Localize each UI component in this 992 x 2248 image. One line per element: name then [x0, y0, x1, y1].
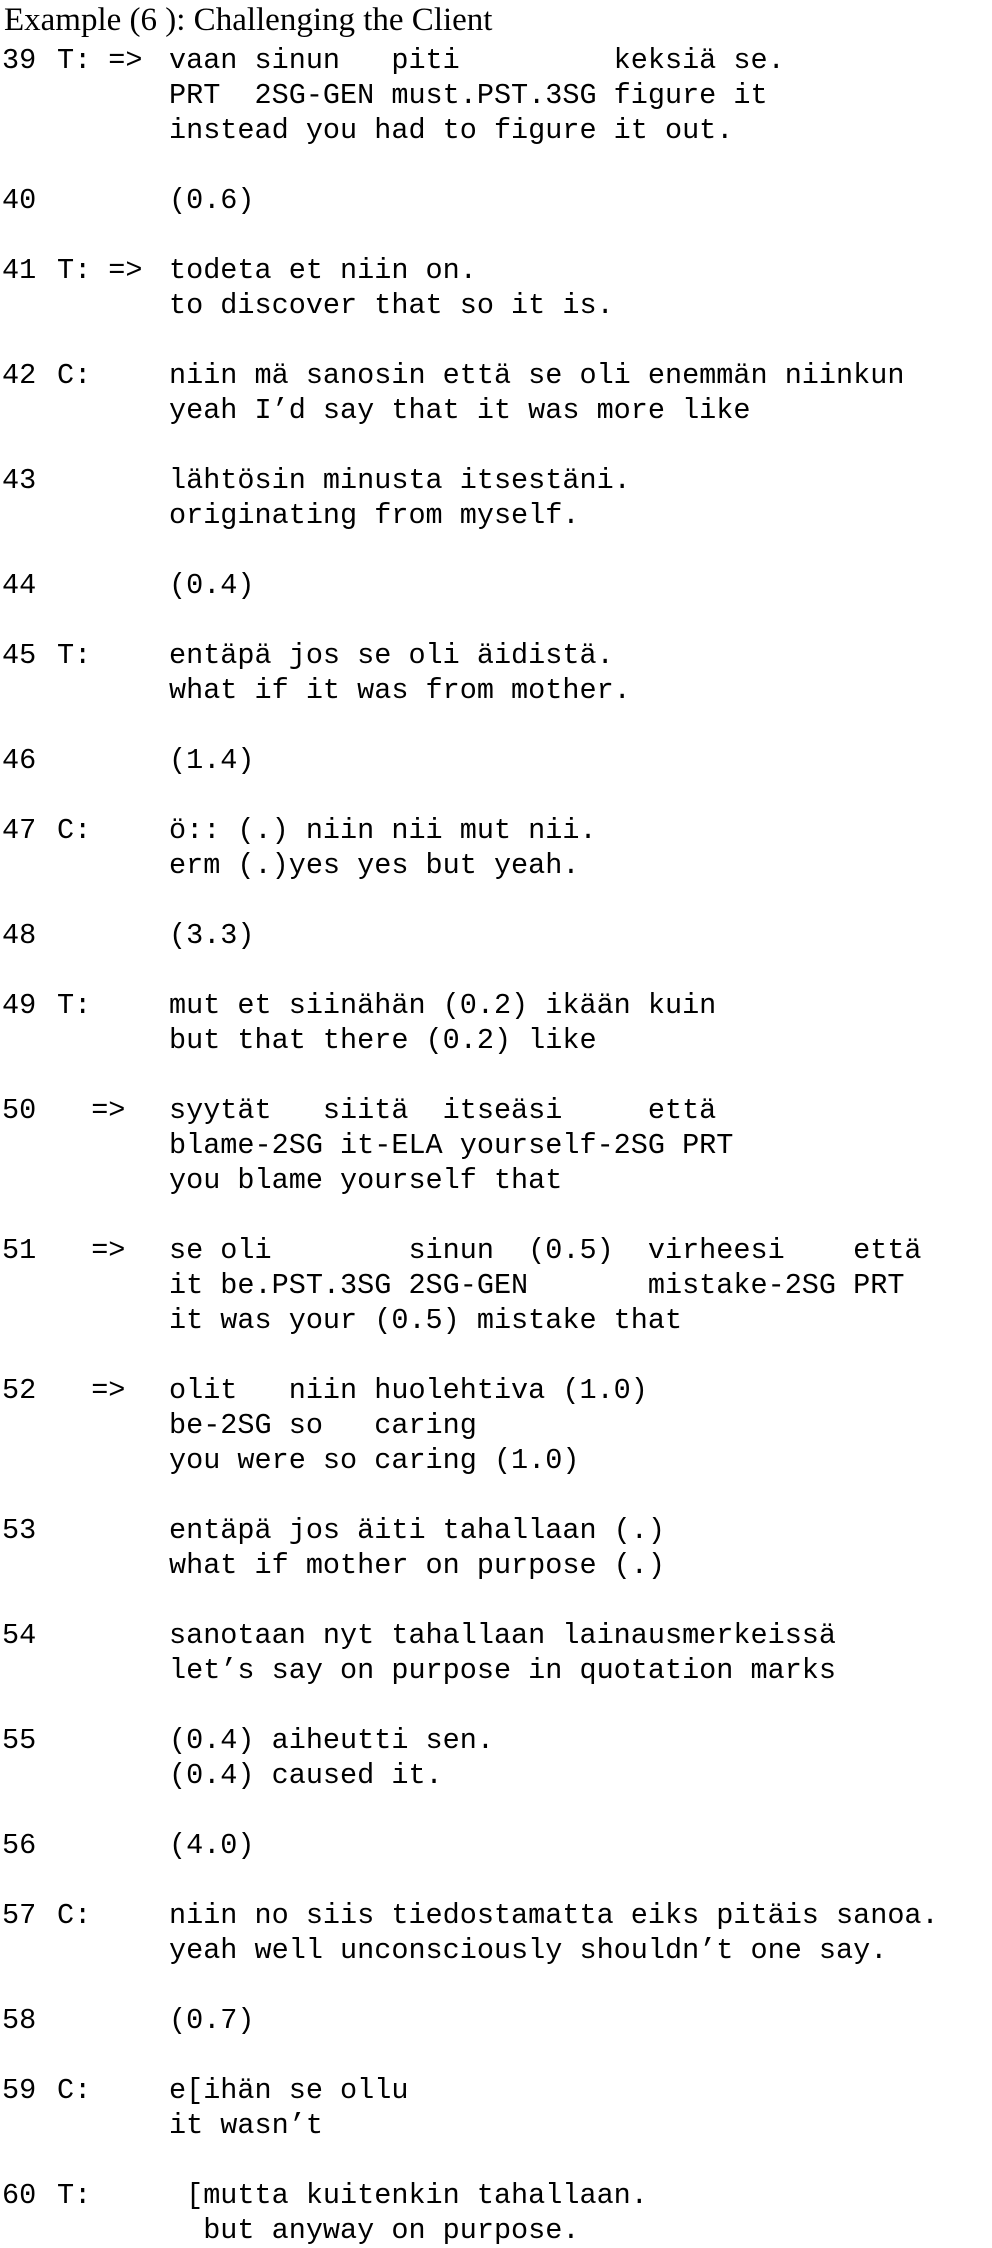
utterance-original: todeta et niin on. [169, 254, 477, 287]
page-title: Example (6 ): Challenging the Client [4, 2, 493, 38]
utterance-original: mut et siinähän (0.2) ikään kuin [169, 989, 717, 1022]
utterance-original: (0.7) [169, 2004, 255, 2037]
utterance-original: syytät siitä itseäsi että [169, 1094, 717, 1127]
utterance-translation: but that there (0.2) like [169, 1024, 597, 1057]
utterance-translation: you blame yourself that [169, 1164, 563, 1197]
line-number: 58 [2, 2004, 37, 2037]
utterance-translation: it wasn’t [169, 2109, 323, 2142]
utterance-translation: let’s say on purpose in quotation marks [169, 1654, 837, 1687]
utterance-translation: but anyway on purpose. [169, 2214, 580, 2247]
utterance-translation: you were so caring (1.0) [169, 1444, 580, 1477]
utterance-original: lähtösin minusta itsestäni. [169, 464, 631, 497]
speaker-label: => [57, 1094, 126, 1127]
utterance-original: (0.4) aiheutti sen. [169, 1724, 494, 1757]
speaker-label: C: [57, 2074, 92, 2107]
utterance-translation: instead you had to figure it out. [169, 114, 734, 147]
utterance-translation: yeah well unconsciously shouldn’t one say. [169, 1934, 888, 1967]
utterance-original: niin no siis tiedostamatta eiks pitäis sanoa. [169, 1899, 939, 1932]
line-number: 56 [2, 1829, 37, 1862]
utterance-translation: it was your (0.5) mistake that [169, 1304, 683, 1337]
line-number: 46 [2, 744, 37, 777]
line-number: 55 [2, 1724, 37, 1757]
speaker-label: C: [57, 814, 92, 847]
line-number: 39 [2, 44, 37, 77]
utterance-original: vaan sinun piti keksiä se. [169, 44, 785, 77]
utterance-gloss: be-2SG so caring [169, 1409, 477, 1442]
utterance-gloss: it be.PST.3SG 2SG-GEN mistake-2SG PRT [169, 1269, 905, 1302]
speaker-label: T: [57, 989, 92, 1022]
line-number: 54 [2, 1619, 37, 1652]
speaker-label: => [57, 1374, 126, 1407]
line-number: 57 [2, 1899, 37, 1932]
utterance-translation: to discover that so it is. [169, 289, 614, 322]
utterance-gloss: PRT 2SG-GEN must.PST.3SG figure it [169, 79, 768, 112]
utterance-translation: what if mother on purpose (.) [169, 1549, 665, 1582]
line-number: 50 [2, 1094, 37, 1127]
utterance-translation: yeah I’d say that it was more like [169, 394, 751, 427]
utterance-original: (1.4) [169, 744, 255, 777]
utterance-original: se oli sinun (0.5) virheesi että [169, 1234, 922, 1267]
utterance-original: (0.6) [169, 184, 255, 217]
utterance-original: ö:: (.) niin nii mut nii. [169, 814, 597, 847]
line-number: 47 [2, 814, 37, 847]
utterance-original: e[ihän se ollu [169, 2074, 409, 2107]
utterance-original: (4.0) [169, 1829, 255, 1862]
line-number: 49 [2, 989, 37, 1022]
speaker-label: T: => [57, 254, 143, 287]
line-number: 42 [2, 359, 37, 392]
speaker-label: T: [57, 2179, 92, 2212]
utterance-original: (3.3) [169, 919, 255, 952]
line-number: 60 [2, 2179, 37, 2212]
line-number: 43 [2, 464, 37, 497]
utterance-original: entäpä jos se oli äidistä. [169, 639, 614, 672]
speaker-label: T: [57, 639, 92, 672]
speaker-label: => [57, 1234, 126, 1267]
utterance-original: [mutta kuitenkin tahallaan. [169, 2179, 648, 2212]
utterance-original: niin mä sanosin että se oli enemmän niinkun [169, 359, 905, 392]
utterance-original: sanotaan nyt tahallaan lainausmerkeissä [169, 1619, 837, 1652]
utterance-original: (0.4) [169, 569, 255, 602]
utterance-translation: what if it was from mother. [169, 674, 631, 707]
line-number: 45 [2, 639, 37, 672]
utterance-translation: (0.4) caused it. [169, 1759, 443, 1792]
utterance-original: entäpä jos äiti tahallaan (.) [169, 1514, 665, 1547]
utterance-gloss: blame-2SG it-ELA yourself-2SG PRT [169, 1129, 734, 1162]
line-number: 40 [2, 184, 37, 217]
line-number: 48 [2, 919, 37, 952]
speaker-label: C: [57, 359, 92, 392]
utterance-translation: originating from myself. [169, 499, 580, 532]
line-number: 59 [2, 2074, 37, 2107]
line-number: 41 [2, 254, 37, 287]
line-number: 44 [2, 569, 37, 602]
line-number: 52 [2, 1374, 37, 1407]
line-number: 53 [2, 1514, 37, 1547]
line-number: 51 [2, 1234, 37, 1267]
utterance-original: olit niin huolehtiva (1.0) [169, 1374, 648, 1407]
utterance-translation: erm (.)yes yes but yeah. [169, 849, 580, 882]
speaker-label: C: [57, 1899, 92, 1932]
speaker-label: T: => [57, 44, 143, 77]
